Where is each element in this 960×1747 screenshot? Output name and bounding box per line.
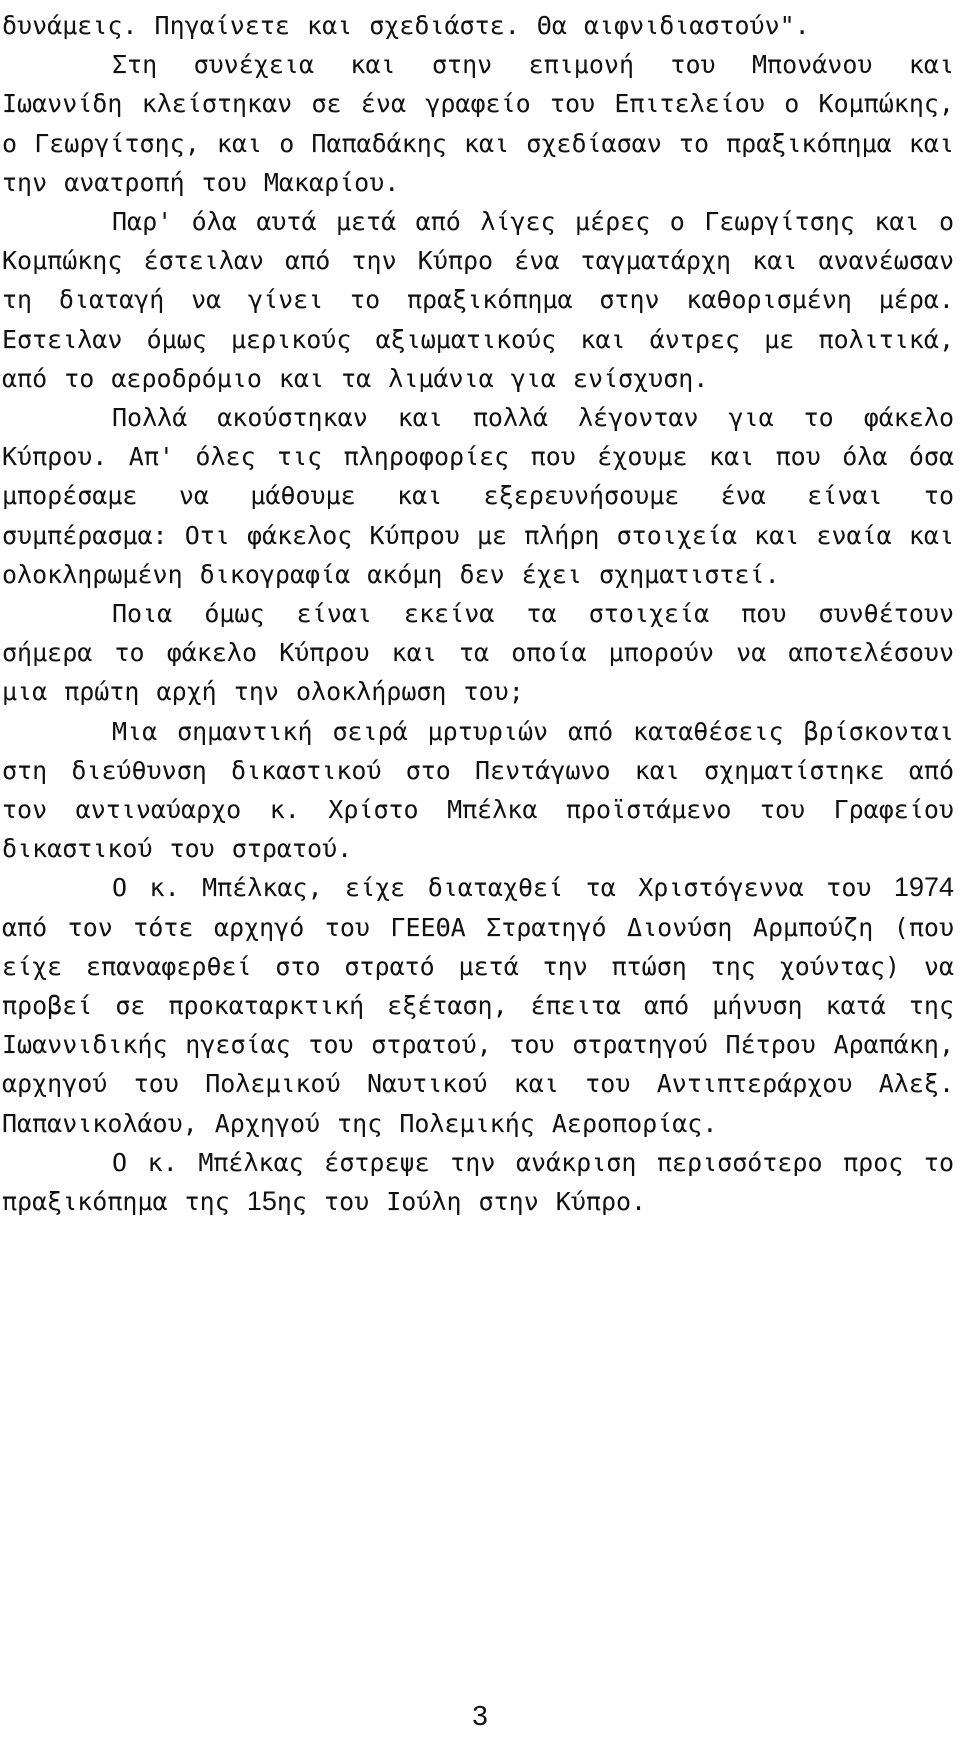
paragraph-2: Στη συνέχεια και στην επιμονή του Μπονάνου και Ιωαννίδη κλείστηκαν σε ένα γραφείο του Επιτελείου ο Κομπώκης, ο Γεωργίτσης, και ο Παπαδάκης και σχεδίασαν το πραξικόπημα και την ανατροπή του Μακαρίου.	[2, 50, 954, 197]
paragraph-8-part-2: ης του Ιούλη στην Κύπρο.	[276, 1187, 647, 1217]
paragraph-5: Ποια όμως είναι εκείνα τα στοιχεία που συνθέτουν σήμερα το φάκελο Κύπρου και τα οποία μπορούν να αποτελέσουν μια πρώτη αρχή την ολοκλήρωση του;	[2, 599, 954, 707]
body-text	[2, 6, 954, 1221]
paragraph-7-part-1: Ο κ. Μπέλκας, είχε διαταχθεί τα Χριστόγεννα του	[112, 873, 894, 903]
paragraph-8-part-1: Ο κ. Μπέλκας έστρεψε την ανάκριση περισσότερο προς το πραξικόπημα της	[2, 1147, 954, 1217]
year-number: 1974	[893, 872, 954, 903]
page-number: 3	[472, 1700, 488, 1731]
paragraph-1: δυνάμεις. Πηγαίνετε και σχεδιάστε. Θα αιφνιδιαστούν".	[2, 11, 810, 40]
paragraph-3: Παρ' όλα αυτά μετά από λίγες μέρες ο Γεωργίτσης και ο Κομπώκης έστειλαν από την Κύπρο ένα ταγματάρχη και ανανέωσαν τη διαταγή να γίνει το πραξικόπημα στην καθορισμένη μέρα. Εστειλαν όμως μερικούς αξιωματικούς και άντρες με πολιτικά, από το αεροδρόμιο και τα λιμάνια για ενίσχυση.	[2, 207, 954, 393]
paragraph-7-part-2: από τον τότε αρχηγό του ΓΕΕΘΑ Στρατηγό Διονύση Αρμπούζη (που είχε επαναφερθεί στο στρατό μετά την πτώση της χούντας) να προβεί σε προκαταρκτική εξέταση, έπειτα από μήνυση κατά της Ιωαννιδικής ηγεσίας του στρατού, του στρατηγού Πέτρου Αραπάκη, αρχηγού του Πολεμικού Ναυτικού και του Αντιπτεράρχου Αλεξ. Παπανικολάου, Αρχηγού της Πολεμικής Αεροπορίας.	[2, 912, 954, 1138]
paragraph-7	[2, 868, 954, 1142]
paragraph-8	[2, 1143, 954, 1221]
paragraph-4: Πολλά ακούστηκαν και πολλά λέγονταν για το φάκελο Κύπρου. Απ' όλες τις πληροφορίες που έχουμε και που όλα όσα μπορέσαμε να μάθουμε και εξερευνήσουμε ένα είναι το συμπέρασμα: Οτι φάκελος Κύπρου με πλήρη στοιχεία και εναία και ολοκληρωμένη δικογραφία ακόμη δεν έχει σχηματιστεί.	[2, 403, 954, 589]
paragraph-6: Μια σημαντική σειρά μρτυριών από καταθέσεις βρίσκονται στη διεύθυνση δικαστικού στο Πεντάγωνο και σχηματίστηκε από τον αντιναύαρχο κ. Χρίστο Μπέλκα προϊστάμενο του Γραφείου δικαστικού του στρατού.	[2, 716, 954, 864]
date-number: 15	[246, 1186, 277, 1217]
